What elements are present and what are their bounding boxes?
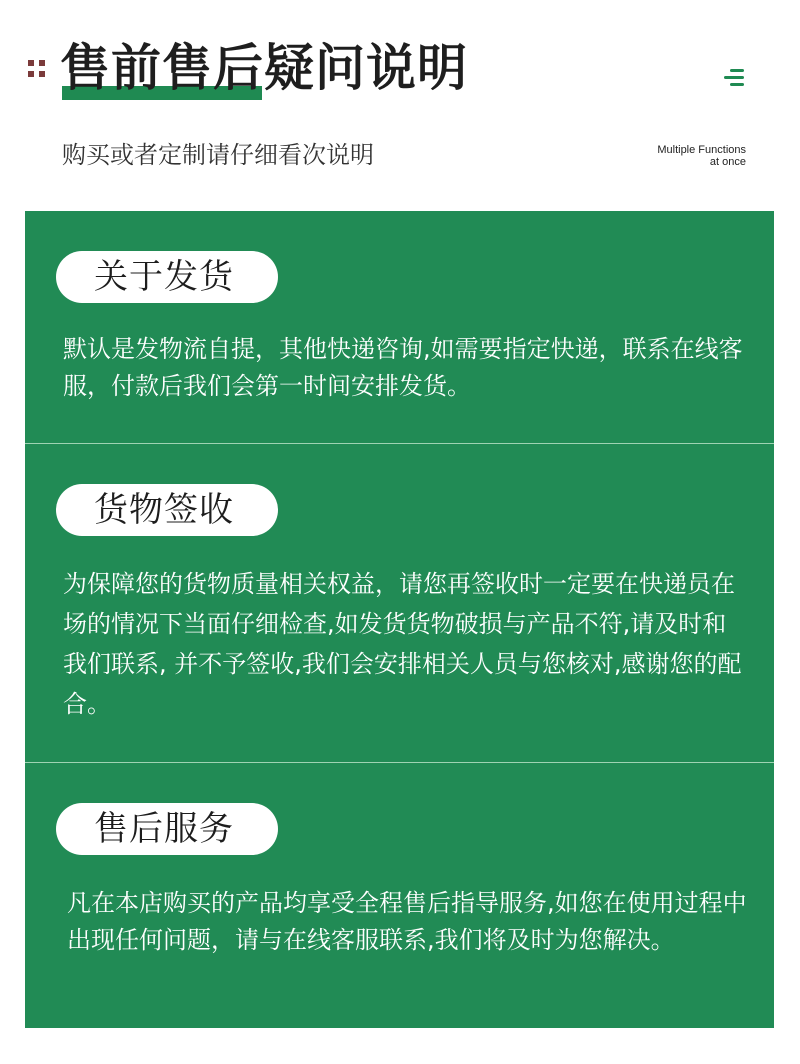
- tagline-line-1: Multiple Functions: [657, 144, 746, 156]
- tagline: [657, 144, 746, 168]
- section-shipping: [25, 211, 774, 443]
- section-heading-pill: [56, 251, 278, 303]
- menu-lines-icon: [724, 67, 748, 89]
- section-body: 凡在本店购买的产品均享受全程售后指导服务,如您在使用过程中出现任何问题，请与在线客服联系,我们将及时为您解决。: [67, 889, 747, 954]
- page-header: [0, 0, 800, 210]
- section-heading-pill: [56, 803, 278, 855]
- title-block: [60, 36, 468, 106]
- section-body: 为保障您的货物质量相关权益，请您再签收时一定要在快递员在场的情况下当面仔细检查,如发货货物破损与产品不符,请及时和我们联系, 并不予签收,我们会安排相关人员与您核对,感谢您的配合。: [63, 570, 742, 718]
- section-body: 默认是发物流自提，其他快递咨询,如需要指定快递，联系在线客服，付款后我们会第一时间安排发货。: [63, 335, 743, 400]
- section-heading: 关于发货: [94, 257, 234, 297]
- section-heading: 售后服务: [94, 809, 234, 849]
- section-heading-pill: [56, 484, 278, 536]
- tagline-line-2: at once: [709, 156, 746, 168]
- page-title: 售前售后疑问说明: [60, 39, 468, 97]
- page-subtitle: 购买或者定制请仔细看次说明: [62, 141, 374, 169]
- section-heading: 货物签收: [94, 490, 234, 530]
- dots-grid-icon: [28, 60, 46, 78]
